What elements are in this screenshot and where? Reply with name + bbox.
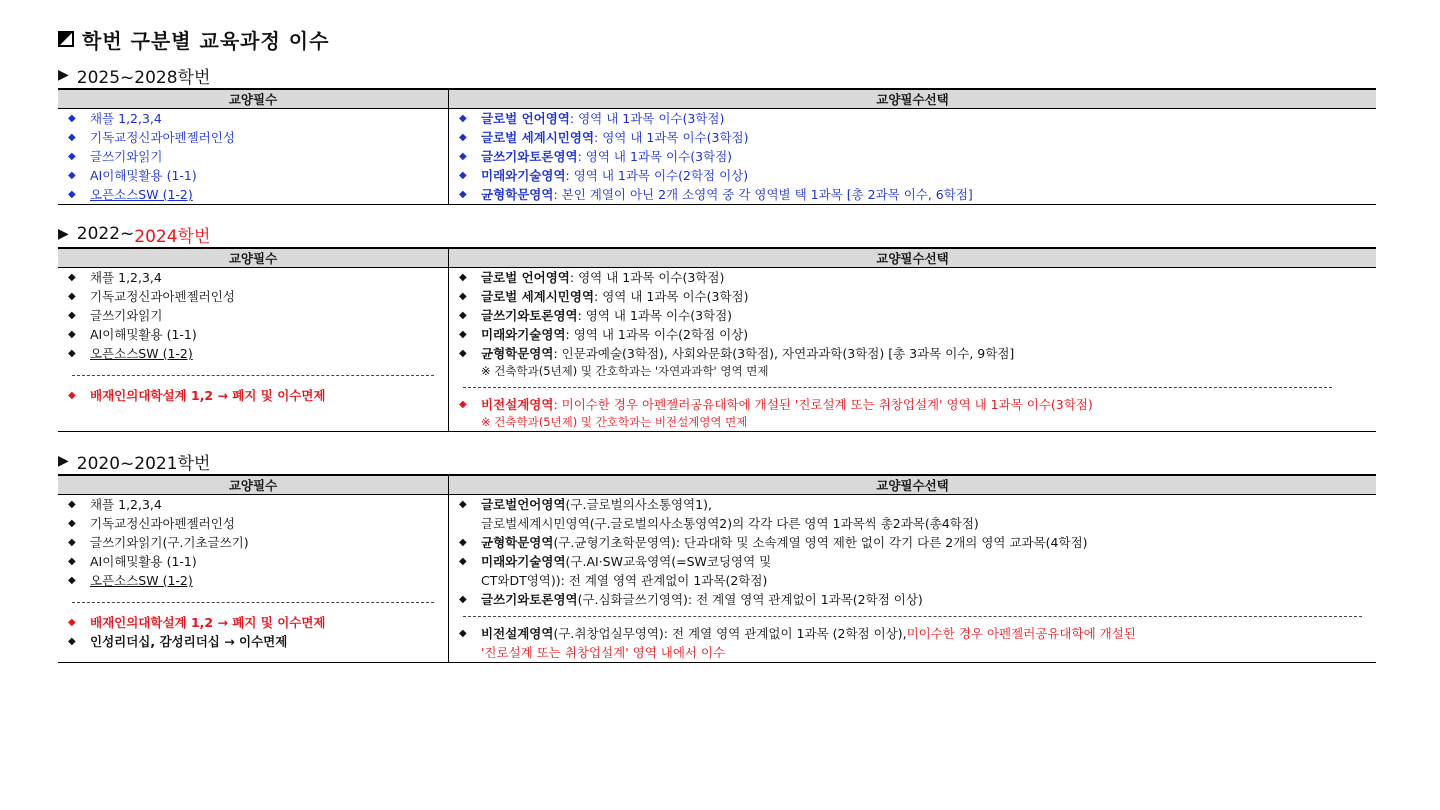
diamond-bullet-icon: ◆	[459, 348, 467, 359]
curriculum-table-2025	[58, 88, 1376, 205]
list-item: ◆ 오픈소스SW (1-2)	[62, 185, 444, 204]
dashed-divider	[72, 602, 434, 603]
list-item-vision: ◆ 비전설계영역 : 미이수한 경우 아펜젤러공유대학에 개설된 '진로설계 또는 취창업설계' 영역 내 1과목 이수(3학점)	[453, 395, 1372, 414]
list-item: ◆ 글로벌 언어영역 : 영역 내 1과목 이수(3학점)	[453, 268, 1372, 287]
main-title-text: 학번 구분별 교육과정 이수	[82, 28, 330, 53]
main-title	[58, 22, 1378, 56]
diamond-bullet-icon: ◆	[459, 329, 467, 340]
list-item: ◆ 채플 1,2,3,4	[62, 268, 444, 287]
diamond-bullet-icon: ◆	[68, 272, 76, 283]
diamond-bullet-icon: ◆	[68, 310, 76, 321]
diamond-bullet-icon: ◆	[459, 594, 467, 605]
diamond-bullet-icon: ◆	[459, 499, 467, 510]
curriculum-table-2020	[58, 474, 1376, 663]
diamond-bullet-icon: ◆	[459, 113, 467, 124]
note: ※ 건축학과(5년제) 및 간호학과는 '자연과과학' 영역 면제	[481, 364, 769, 378]
list-item: ◆ 글쓰기와토론영역 (구.심화글쓰기영역): 전 계열 영역 관계없이 1과목(2학점 이상)	[453, 590, 1372, 609]
section-title-text: 2025~2028학번	[76, 67, 211, 88]
section-title-text: 2020~2021학번	[76, 453, 211, 474]
list-item: ◆ 균형학문영역 (구.균형기초학문영역): 단과대학 및 소속계열 영역 제한 없이 각기 다른 2개의 영역 교과목(4학점)	[453, 533, 1372, 552]
triangle-icon: ▶	[58, 453, 69, 469]
required-list	[58, 268, 449, 432]
section-title-text-a: 2022~	[76, 224, 135, 244]
diamond-bullet-icon: ◆	[459, 628, 467, 639]
section-title-2025	[58, 62, 1378, 88]
elective-list	[449, 109, 1377, 205]
list-item: ◆ 글쓰기와읽기	[62, 306, 444, 325]
list-item: ◆ 글로벌 언어영역 : 영역 내 1과목 이수(3학점)	[453, 109, 1372, 128]
list-item-abolished: ◆ 배재인의대학설계 1,2 → 폐지 및 이수면제	[62, 613, 444, 632]
list-item-abolished: ◆ 배재인의대학설계 1,2 → 폐지 및 이수면제	[62, 386, 444, 405]
list-item: ◆ 글쓰기와읽기	[62, 147, 444, 166]
diamond-bullet-icon: ◆	[459, 170, 467, 181]
list-item: ◆ 채플 1,2,3,4	[62, 495, 444, 514]
list-item-continued: 글로벌세계시민영역(구.글로벌의사소통영역2)의 각각 다른 영역 1과목씩 총2과목(총4학점)	[481, 516, 979, 531]
dashed-divider	[463, 616, 1362, 617]
list-item: ◆ AI이해및활용 (1-1)	[62, 552, 444, 571]
note-red: ※ 건축학과(5년제) 및 간호학과는 비전설계영역 면제	[481, 415, 748, 429]
diamond-bullet-icon: ◆	[68, 518, 76, 529]
diamond-bullet-icon: ◆	[68, 329, 76, 340]
diamond-bullet-icon: ◆	[68, 348, 76, 359]
list-item: ◆ 글로벌 세계시민영역 : 영역 내 1과목 이수(3학점)	[453, 128, 1372, 147]
list-item: ◆ 미래와기술영역 (구.AI·SW교육영역(=SW코딩영역 및	[453, 552, 1372, 571]
header-required: 교양필수	[58, 89, 449, 109]
list-item: ◆ AI이해및활용 (1-1)	[62, 325, 444, 344]
diamond-bullet-icon: ◆	[459, 537, 467, 548]
list-item: ◆ 기독교정신과아펜젤러인성	[62, 514, 444, 533]
elective-list	[449, 268, 1377, 432]
diamond-bullet-icon: ◆	[68, 132, 76, 143]
diamond-bullet-icon: ◆	[68, 151, 76, 162]
diamond-bullet-icon: ◆	[459, 272, 467, 283]
diamond-bullet-icon: ◆	[459, 151, 467, 162]
list-item: ◆ 미래와기술영역 : 영역 내 1과목 이수(2학점 이상)	[453, 325, 1372, 344]
dashed-divider	[463, 387, 1332, 388]
list-item-vision: ◆ 비전설계영역 (구.취창업실무영역): 전 계열 영역 관계없이 1과목 (2학점 이상), 미이수한 경우 아펜젤러공유대학에 개설된	[453, 624, 1372, 643]
diamond-bullet-icon: ◆	[459, 556, 467, 567]
dashed-divider	[72, 375, 434, 376]
diamond-bullet-icon: ◆	[68, 537, 76, 548]
section-title-text-b: 2024학번	[134, 226, 211, 247]
list-item: ◆ 기독교정신과아펜젤러인성	[62, 287, 444, 306]
diamond-bullet-icon: ◆	[68, 390, 76, 401]
diamond-bullet-icon: ◆	[68, 170, 76, 181]
required-list	[58, 495, 449, 663]
diamond-bullet-icon: ◆	[459, 132, 467, 143]
page	[58, 22, 1378, 663]
checkbox-slash-icon	[58, 31, 74, 47]
diamond-bullet-icon: ◆	[68, 556, 76, 567]
diamond-bullet-icon: ◆	[68, 113, 76, 124]
triangle-icon: ▶	[58, 67, 69, 83]
header-elective: 교양필수선택	[449, 248, 1377, 268]
list-item-continued: CT와DT영역)): 전 계열 영역 관계없이 1과목(2학점)	[481, 573, 768, 588]
section-title-2022	[58, 221, 1378, 247]
diamond-bullet-icon: ◆	[459, 399, 467, 410]
list-item: ◆ 기독교정신과아펜젤러인성	[62, 128, 444, 147]
list-item-continued: '진로설계 또는 취창업설계' 영역 내에서 이수	[481, 645, 726, 660]
header-elective: 교양필수선택	[449, 89, 1377, 109]
list-item: ◆ 글쓰기와토론영역 : 영역 내 1과목 이수(3학점)	[453, 147, 1372, 166]
list-item: ◆ 균형학문영역 : 본인 계열이 아닌 2개 소영역 중 각 영역별 택 1과목 [총 2과목 이수, 6학점]	[453, 185, 1372, 204]
curriculum-table-2022	[58, 247, 1376, 432]
list-item: ◆ 글쓰기와읽기(구.기초글쓰기)	[62, 533, 444, 552]
list-item-exempt: ◆ 인성리더십, 감성리더십 → 이수면제	[62, 632, 444, 651]
list-item: ◆ 글로벌언어영역 (구.글로벌의사소통영역1),	[453, 495, 1372, 514]
diamond-bullet-icon: ◆	[68, 636, 76, 647]
triangle-icon: ▶	[58, 226, 69, 242]
diamond-bullet-icon: ◆	[68, 499, 76, 510]
header-required: 교양필수	[58, 475, 449, 495]
section-title-2020	[58, 448, 1378, 474]
elective-list	[449, 495, 1377, 663]
list-item: ◆ 오픈소스SW (1-2)	[62, 571, 444, 590]
header-required: 교양필수	[58, 248, 449, 268]
diamond-bullet-icon: ◆	[459, 310, 467, 321]
required-list	[58, 109, 449, 205]
list-item: ◆ 미래와기술영역 : 영역 내 1과목 이수(2학점 이상)	[453, 166, 1372, 185]
list-item: ◆ AI이해및활용 (1-1)	[62, 166, 444, 185]
list-item: ◆ 오픈소스SW (1-2)	[62, 344, 444, 363]
diamond-bullet-icon: ◆	[68, 291, 76, 302]
diamond-bullet-icon: ◆	[68, 189, 76, 200]
list-item: ◆ 글쓰기와토론영역 : 영역 내 1과목 이수(3학점)	[453, 306, 1372, 325]
list-item: ◆ 글로벌 세계시민영역 : 영역 내 1과목 이수(3학점)	[453, 287, 1372, 306]
header-elective: 교양필수선택	[449, 475, 1377, 495]
list-item: ◆ 균형학문영역 : 인문과예술(3학점), 사회와문화(3학점), 자연과과학(3학점) [총 3과목 이수, 9학점]	[453, 344, 1372, 363]
diamond-bullet-icon: ◆	[68, 575, 76, 586]
list-item: ◆ 채플 1,2,3,4	[62, 109, 444, 128]
diamond-bullet-icon: ◆	[459, 189, 467, 200]
diamond-bullet-icon: ◆	[68, 617, 76, 628]
diamond-bullet-icon: ◆	[459, 291, 467, 302]
